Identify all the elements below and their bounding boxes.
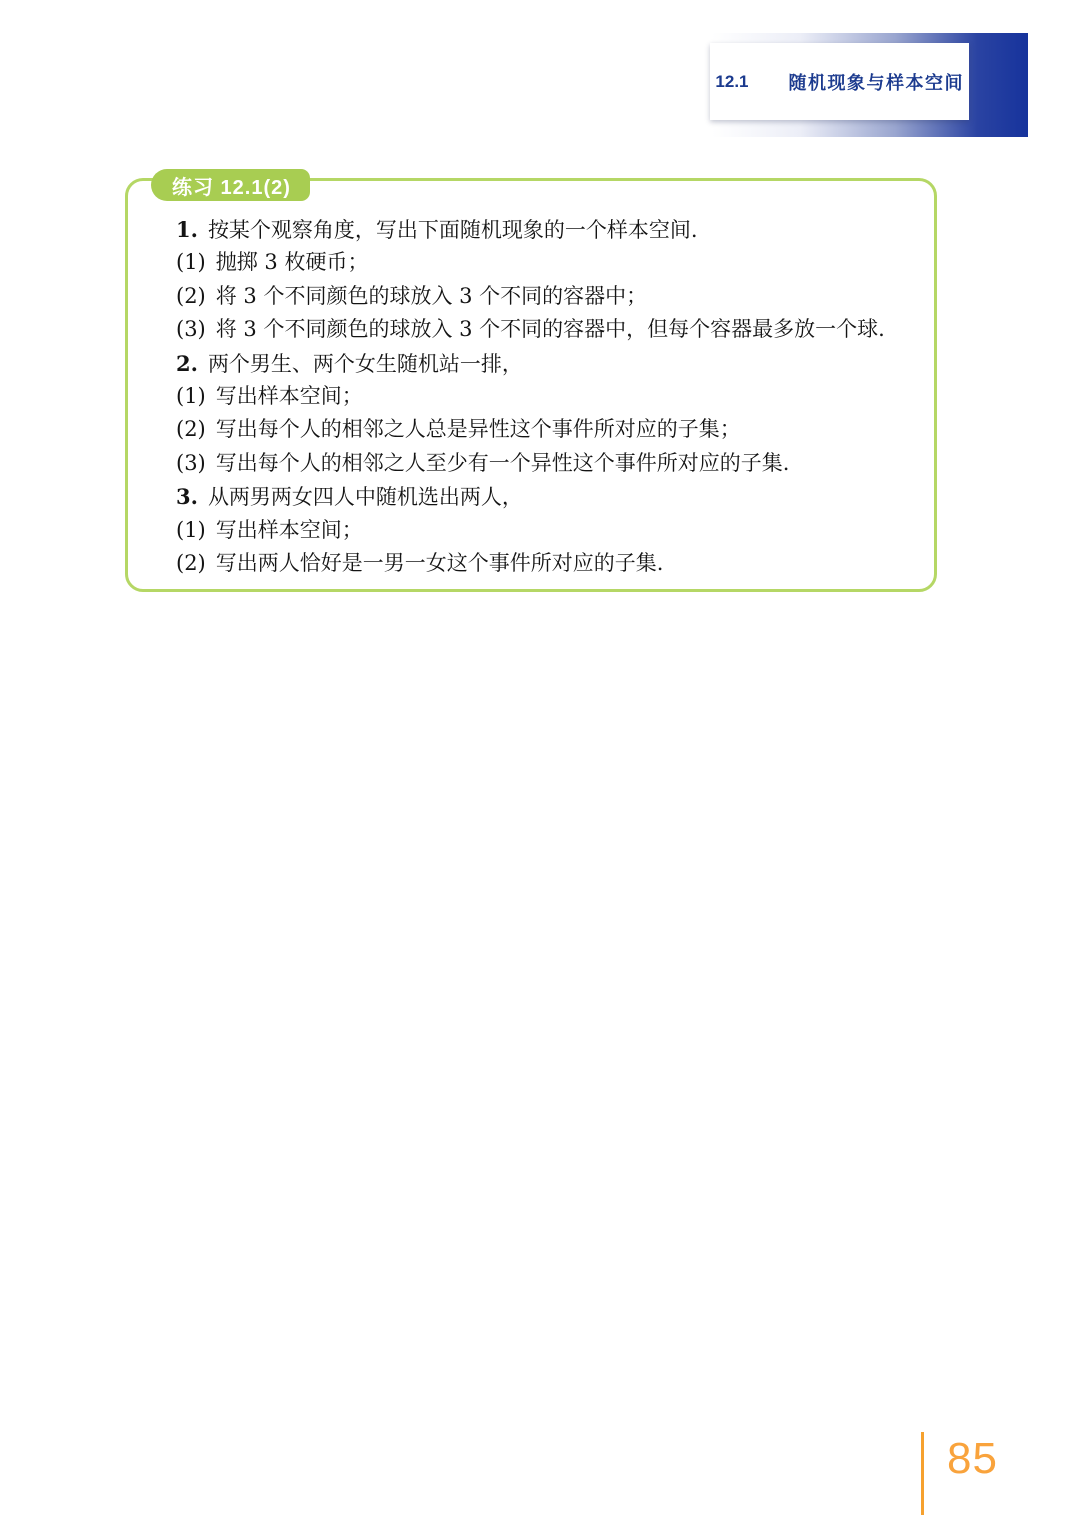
exercise-lines: [176, 213, 916, 580]
section-title: 随机现象与样本空间: [788, 72, 964, 93]
exercise-line: [176, 514, 916, 547]
exercise-line: [176, 413, 916, 446]
line-text: 写出两人恰好是一男一女这个事件所对应的子集.: [215, 550, 664, 575]
exercise-line: [176, 380, 916, 413]
line-text: 将 3 个不同颜色的球放入 3 个不同的容器中；: [215, 283, 648, 308]
section-header-textbox: [710, 43, 969, 120]
line-text: 写出每个人的相邻之人至少有一个异性这个事件所对应的子集.: [215, 450, 790, 475]
line-number: 2.: [176, 350, 198, 376]
exercise-line: [176, 313, 916, 346]
line-number: 1.: [176, 217, 198, 242]
line-number: (3): [176, 450, 206, 475]
exercise-line: [176, 447, 916, 480]
line-number: (1): [176, 250, 206, 275]
line-number: (2): [176, 417, 206, 442]
page-number: 85: [947, 1434, 998, 1483]
line-text: 按某个观察角度，写出下面随机现象的一个样本空间.: [207, 218, 698, 242]
exercise-label: 练习 12.1(2): [151, 169, 310, 201]
line-number: (2): [176, 550, 206, 575]
line-text: 从两男两女四人中随机选出两人，: [207, 485, 523, 510]
line-text: 写出样本空间；: [215, 383, 363, 408]
exercise-line: [176, 480, 916, 513]
line-number: (3): [176, 317, 206, 342]
exercise-line: [176, 347, 916, 380]
exercise-box: [125, 178, 937, 592]
line-number: 3.: [176, 484, 198, 510]
line-number: (1): [176, 383, 206, 408]
line-number: (2): [176, 283, 206, 308]
exercise-line: [176, 246, 916, 279]
exercise-line: [176, 547, 916, 580]
section-number: 12.1: [715, 71, 749, 91]
section-header-banner: [712, 33, 1028, 137]
exercise-line: [176, 280, 916, 313]
line-text: 写出每个人的相邻之人总是异性这个事件所对应的子集；: [215, 417, 741, 442]
line-text: 写出样本空间；: [215, 517, 363, 542]
line-text: 两个男生、两个女生随机站一排，: [207, 351, 523, 376]
line-text: 抛掷 3 枚硬币；: [215, 250, 369, 275]
line-text: 将 3 个不同颜色的球放入 3 个不同的容器中，但每个容器最多放一个球.: [215, 317, 885, 342]
line-number: (1): [176, 517, 206, 542]
footer-rule: [921, 1432, 924, 1515]
exercise-line: [176, 213, 916, 246]
